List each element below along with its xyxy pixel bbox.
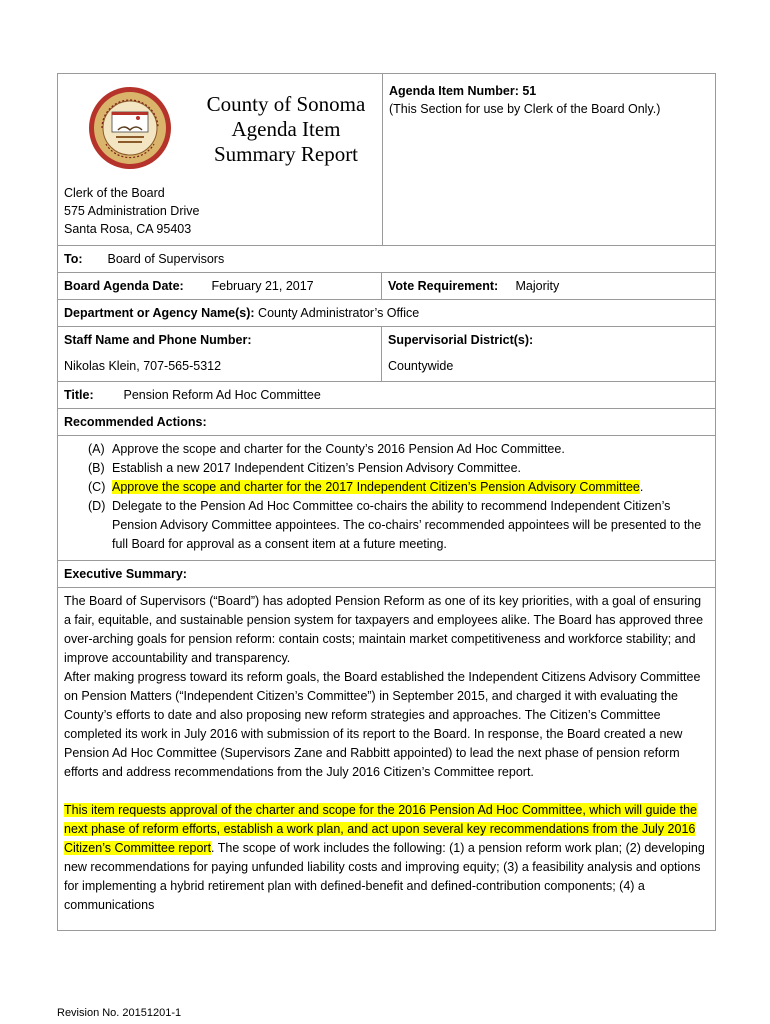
- action-text: Approve the scope and charter for the County’s 2016 Pension Ad Hoc Committee.: [112, 442, 565, 456]
- action-text: Establish a new 2017 Independent Citizen’s Pension Advisory Committee.: [112, 461, 522, 475]
- action-item: [64, 440, 709, 459]
- address-line-1: Clerk of the Board: [64, 186, 165, 200]
- summary-paragraph: [64, 801, 709, 915]
- action-key: (A): [88, 442, 105, 456]
- action-text-highlighted: [112, 478, 709, 497]
- department-value: County Administrator’s Office: [258, 306, 420, 320]
- recommended-actions-heading: Recommended Actions:: [58, 409, 715, 436]
- department-label: Department or Agency Name(s):: [64, 306, 255, 320]
- summary-paragraph: After making progress toward its reform goals, the Board established the Independent Citizens Advisory Committee on Pension Matters (“Independent Citizen’s Committee”) in September 2015, and charged it with evaluating the County’s efforts to date and also proposing new reform strategies and approaches. The Citizen’s Committee completed its work in July 2016 with submission of its report to the Board. In response, the Board created a new Pension Ad Hoc Committee (Supervisors Zane and Rabbitt appointed) to lead the next phase of pension reform efforts and address recommendations from the July 2016 Citizen’s Committee report.: [64, 670, 701, 779]
- action-item: [64, 459, 709, 478]
- action-text: Delegate to the Pension Ad Hoc Committee co-chairs the ability to recommend Independent Citizen’s Pension Advisory Committee appointees. The co-chairs’ recommended appointees will be presented to the full Board for approval as a consent item at a future meeting.: [112, 499, 702, 551]
- vote-cell: [382, 273, 715, 299]
- header-left: [58, 74, 383, 245]
- district-label: Supervisorial District(s):: [388, 333, 534, 347]
- action-key: (B): [88, 461, 105, 475]
- action-item: [64, 497, 709, 554]
- to-row: [58, 246, 715, 273]
- title-row: [58, 382, 715, 409]
- title-label: Title:: [64, 388, 94, 402]
- summary-paragraph: The Board of Supervisors (“Board”) has adopted Pension Reform as one of its key priorities, with a goal of ensuring a fair, equitable, and sustainable pension system for taxpayers and employees alike. The Board has approved three over-arching goals for pension reform: contain costs; maintain market competitiveness and workforce stability; and improve accountability and transparency.: [64, 594, 704, 665]
- executive-summary-body: [58, 588, 715, 930]
- date-vote-row: [58, 273, 715, 300]
- to-value: Board of Supervisors: [107, 252, 225, 266]
- title-value: Pension Reform Ad Hoc Committee: [123, 388, 321, 402]
- agenda-item-number: Agenda Item Number: 51: [389, 84, 537, 98]
- clerk-note: (This Section for use by Clerk of the Board Only.): [389, 102, 661, 116]
- recommended-actions-list: [58, 436, 715, 561]
- department-row: [58, 300, 715, 327]
- agenda-summary-document: [57, 73, 716, 931]
- staff-value: Nikolas Klein, 707-565-5312: [64, 359, 222, 373]
- action-item: [64, 478, 709, 497]
- agenda-date-value: February 21, 2017: [211, 279, 314, 293]
- vote-label: Vote Requirement:: [388, 279, 499, 293]
- address-line-2: 575 Administration Drive: [64, 204, 200, 218]
- revision-number: Revision No. 20151201-1: [57, 1007, 182, 1019]
- executive-summary-heading: Executive Summary:: [58, 561, 715, 588]
- action-key: (D): [88, 499, 106, 513]
- title-line-1: County of Sonoma: [206, 92, 366, 116]
- title-line-3: Summary Report: [213, 142, 359, 166]
- action-text-end: .: [639, 480, 644, 494]
- staff-label: Staff Name and Phone Number:: [64, 333, 252, 347]
- highlighted-text: Approve the scope and charter for the 2017 Independent Citizen’s Pension Advisory Committee: [112, 480, 640, 494]
- clerk-address: [64, 184, 199, 238]
- header-right: [383, 74, 715, 245]
- highlighted-text: This item requests approval of the charter and scope for the 2016 Pension Ad Hoc Committee, which will guide the next phase of reform efforts, establish a work plan, and act upon several key recommendations from the July 2016 Citizen’s Committee report: [64, 803, 697, 855]
- title-line-2: Agenda Item: [231, 117, 341, 141]
- vote-value: Majority: [515, 279, 560, 293]
- report-title: [186, 92, 386, 167]
- staff-cell: [58, 327, 382, 381]
- staff-district-row: [58, 327, 715, 382]
- district-value: Countywide: [388, 359, 454, 373]
- district-cell: [382, 327, 715, 381]
- summary-text: . The scope of work includes the following: (1) a pension reform work plan; (2) developing new recommendations for paying unfunded liability costs and improving equity; (3) a feasibility analysis and options for implementing a hybrid retirement plan with defined-benefit and defined-contribution components; (4) a communications: [64, 841, 705, 912]
- county-seal-icon: [88, 86, 172, 170]
- agenda-date-label: Board Agenda Date:: [64, 279, 184, 293]
- address-line-3: Santa Rosa, CA 95403: [64, 222, 192, 236]
- action-key: (C): [88, 480, 106, 494]
- header-block: [58, 74, 715, 246]
- to-label: To:: [64, 252, 83, 266]
- agenda-date-cell: [58, 273, 382, 299]
